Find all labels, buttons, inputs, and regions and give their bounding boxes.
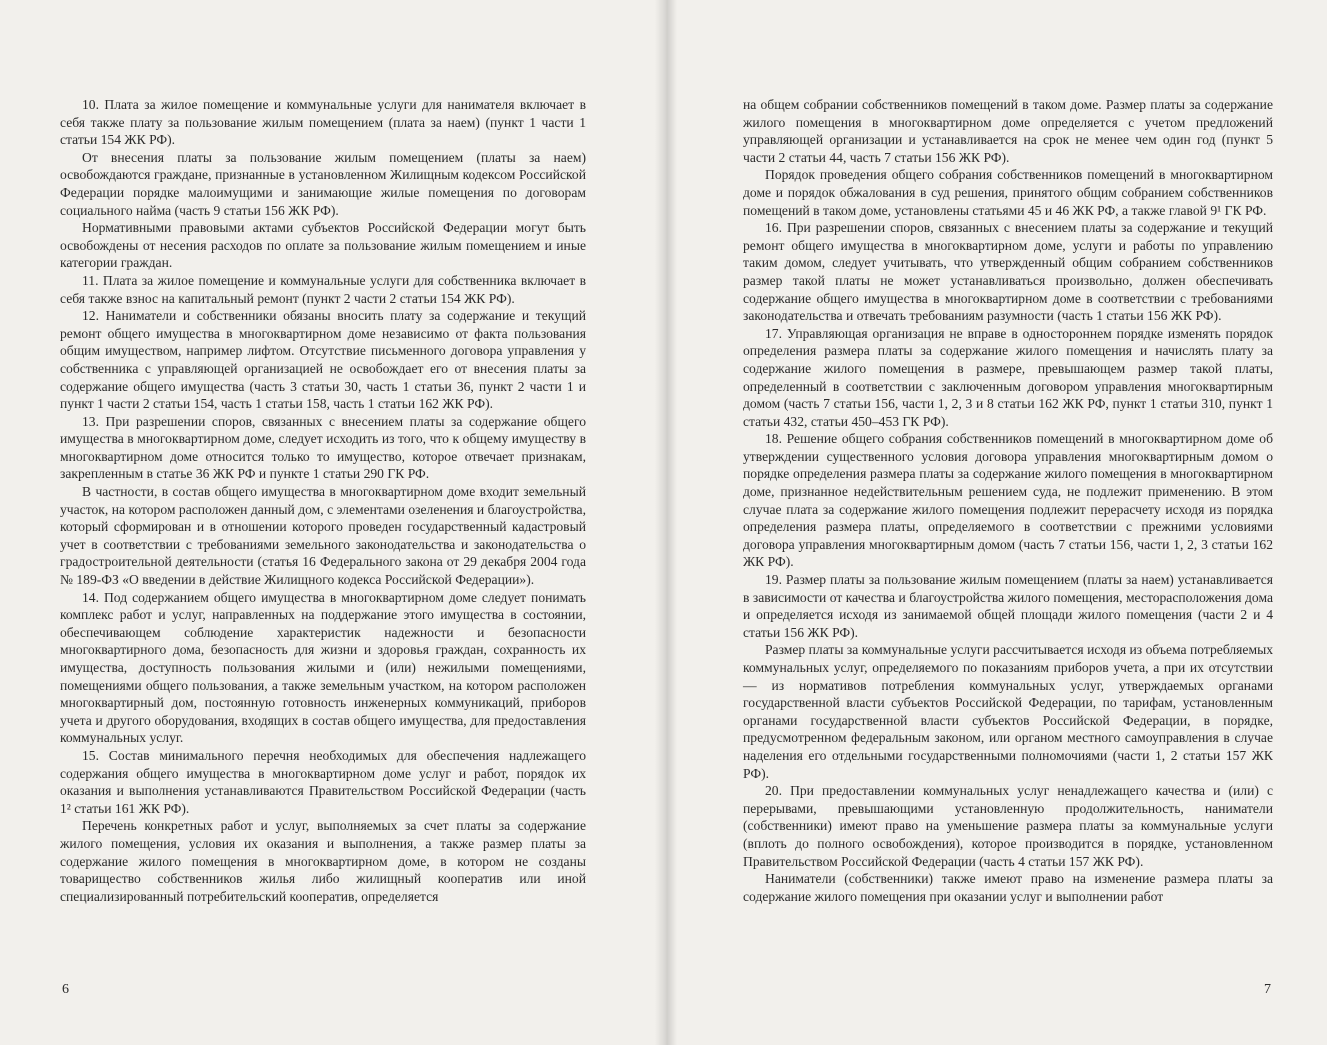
paragraph-continuation: на общем собрании собственников помещений в таком доме. Размер платы за содержание жилого помещения в многоквартирном доме определяется с учетом предложений управляющей организации и устанавливается на срок не менее чем один год (пункт 5 части 2 статьи 44, часть 7 статьи 156 ЖК РФ). xyxy=(743,97,1273,165)
paragraph-10: 10. Плата за жилое помещение и коммунальные услуги для нанимателя включает в себя также плату за пользование жилым помещением (плата за наем) (пункт 1 части 1 статьи 154 ЖК РФ). xyxy=(60,97,586,148)
right-page xyxy=(743,0,1273,1045)
paragraph-land-plot: В частности, в состав общего имущества в многоквартирном доме входит земельный участок, на котором расположен данный дом, с элементами озеленения и благоустройства, который сформирован и в отношении которого проведен государственный кадастровый учет в соответствии с требованиями земельного законодательства и законодательства о градостроительной деятельности (статья 16 Федерального закона от 29 декабря 2004 года № 189-ФЗ «О введении в действие Жилищного кодекса Российской Федерации»). xyxy=(60,484,586,588)
book-gutter xyxy=(655,0,677,1045)
paragraph-works-list: Перечень конкретных работ и услуг, выполняемых за счет платы за содержание жилого помещения, условия их оказания и выполнения, а также размер платы за содержание жилого помещения в многоквартирном доме, в котором не созданы товарищество собственников жилья либо жилищный кооператив или иной специализированный потребительский кооператив, определяется xyxy=(60,818,586,904)
paragraph-regional-acts: Нормативными правовыми актами субъектов Российской Федерации могут быть освобождены от несения расходов по оплате за пользование жилым помещением и иные категории граждан. xyxy=(60,220,586,271)
paragraph-utility-rates: Размер платы за коммунальные услуги рассчитывается исходя из объема потребляемых коммунальных услуг, определяемого по показаниям приборов учета, а при их отсутствии — из нормативов потребления коммунальных услуг, утверждаемых органами государственной власти субъектов Российской Федерации, по тарифам, установленным органами государственной власти субъектов Российской Федерации, в порядке, предусмотренном федеральным законом, или органом местного самоуправления в случае наделения его отдельными государственными полномочиями (части 1, 2 статьи 157 ЖК РФ). xyxy=(743,642,1273,781)
paragraph-meeting-procedure: Порядок проведения общего собрания собственников помещений в многоквартирном доме и порядок обжалования в суд решения, принятого общим собранием собственников помещений в таком доме, установлены статьями 45 и 46 ЖК РФ, а также главой 9¹ ГК РФ. xyxy=(743,167,1273,218)
paragraph-14: 14. Под содержанием общего имущества в многоквартирном доме следует понимать комплекс работ и услуг, направленных на поддержание этого имущества в состоянии, обеспечивающем соблюдение характеристик надежности и безопасности многоквартирного дома, безопасность для жизни и здоровья граждан, сохранность их имущества, доступность пользования жилыми и (или) нежилыми помещениями, помещениями общего пользования, а также земельным участком, на котором расположен многоквартирный дом, постоянную готовность инженерных коммуникаций, приборов учета и другого оборудования, входящих в состав общего имущества, для предоставления коммунальных услуг. xyxy=(60,589,586,746)
paragraph-12: 12. Наниматели и собственники обязаны вносить плату за содержание и текущий ремонт общего имущества в многоквартирном доме независимо от факта пользования общим имуществом, например лифтом. Отсутствие письменного договора управления у собственника с управляющей организацией не освобождает его от внесения платы за содержание общего имущества (часть 3 статьи 30, часть 1 статьи 36, пункт 2 части 1 и пункт 1 части 2 статьи 154, часть 1 статьи 158, часть 1 статьи 162 ЖК РФ). xyxy=(60,308,586,412)
paragraph-11: 11. Плата за жилое помещение и коммунальные услуги для собственника включает в себя также взнос на капитальный ремонт (пункт 2 части 2 статьи 154 ЖК РФ). xyxy=(60,272,586,306)
page-number-right: 7 xyxy=(1264,982,1271,997)
paragraph-17: 17. Управляющая организация не вправе в одностороннем порядке изменять порядок определения размера платы за содержание жилого помещения и начислять плату за содержание жилого помещения в размере, превышающем размер такой платы, определенный в соответствии с заключенным договором управления многоквартирным домом (часть 7 статьи 156, части 1, 2, 3 и 8 статьи 162 ЖК РФ, пункт 1 статьи 310, пункт 1 статьи 432, статьи 450–453 ГК РФ). xyxy=(743,325,1273,429)
paragraph-13: 13. При разрешении споров, связанных с внесением платы за содержание общего имущества в многоквартирном доме, следует исходить из того, что к общему имуществу в многоквартирном доме относится только то имущество, которое отвечает признакам, закрепленным в статье 36 ЖК РФ и пункте 1 статьи 290 ГК РФ. xyxy=(60,413,586,482)
left-page-text xyxy=(60,96,586,905)
paragraph-20: 20. При предоставлении коммунальных услуг ненадлежащего качества и (или) с перерывами, превышающими установленную продолжительность, наниматели (собственники) имеют право на уменьшение размера платы за коммунальные услуги (вплоть до полного освобождения), которое производится в порядке, установленном Правительством Российской Федерации (часть 4 статьи 157 ЖК РФ). xyxy=(743,783,1273,869)
paragraph-tenants-right: Наниматели (собственники) также имеют право на изменение размера платы за содержание жилого помещения при оказании услуг и выполнении работ xyxy=(743,871,1273,904)
page-number-left: 6 xyxy=(62,982,69,997)
paragraph-16: 16. При разрешении споров, связанных с внесением платы за содержание и текущий ремонт общего имущества в многоквартирном доме, услуги и работы по управлению таким домом, следует учитывать, что утвержденный общим собранием собственников размер такой платы не может устанавливаться произвольно, должен обеспечивать содержание общего имущества в многоквартирном доме в соответствии с требованиями законодательства и отвечать требованиям разумности (часть 1 статьи 156 ЖК РФ). xyxy=(743,220,1273,324)
left-page xyxy=(60,0,586,1045)
paragraph-18: 18. Решение общего собрания собственников помещений в многоквартирном доме об утверждении существенного условия договора управления многоквартирным домом о порядке определения размера платы за содержание жилого помещения в многоквартирном доме, признанное недействительным решением суда, не подлежит применению. В этом случае плата за содержание жилого помещения подлежит перерасчету исходя из порядка определения размера платы, определяемого в соответствии с прежними условиями договора управления многоквартирным домом (часть 7 статьи 156, части 1, 2, 3 статьи 162 ЖК РФ). xyxy=(743,431,1273,570)
paragraph-19: 19. Размер платы за пользование жилым помещением (платы за наем) устанавливается в зависимости от качества и благоустройства жилого помещения, месторасположения дома и определяется исходя из занимаемой общей площади жилого помещения (части 2 и 4 статьи 156 ЖК РФ). xyxy=(743,572,1273,640)
paragraph-exemption: От внесения платы за пользование жилым помещением (платы за наем) освобождаются граждане, признанные в установленном Жилищным кодексом Российской Федерации порядке малоимущими и занимающие жилые помещения по договорам социального найма (часть 9 статьи 156 ЖК РФ). xyxy=(60,149,586,218)
right-page-text xyxy=(743,96,1273,905)
paragraph-15: 15. Состав минимального перечня необходимых для обеспечения надлежащего содержания общего имущества в многоквартирном доме услуг и работ, порядок их оказания и выполнения устанавливаются Правительством Российской Федерации (часть 1² статьи 161 ЖК РФ). xyxy=(60,747,586,816)
